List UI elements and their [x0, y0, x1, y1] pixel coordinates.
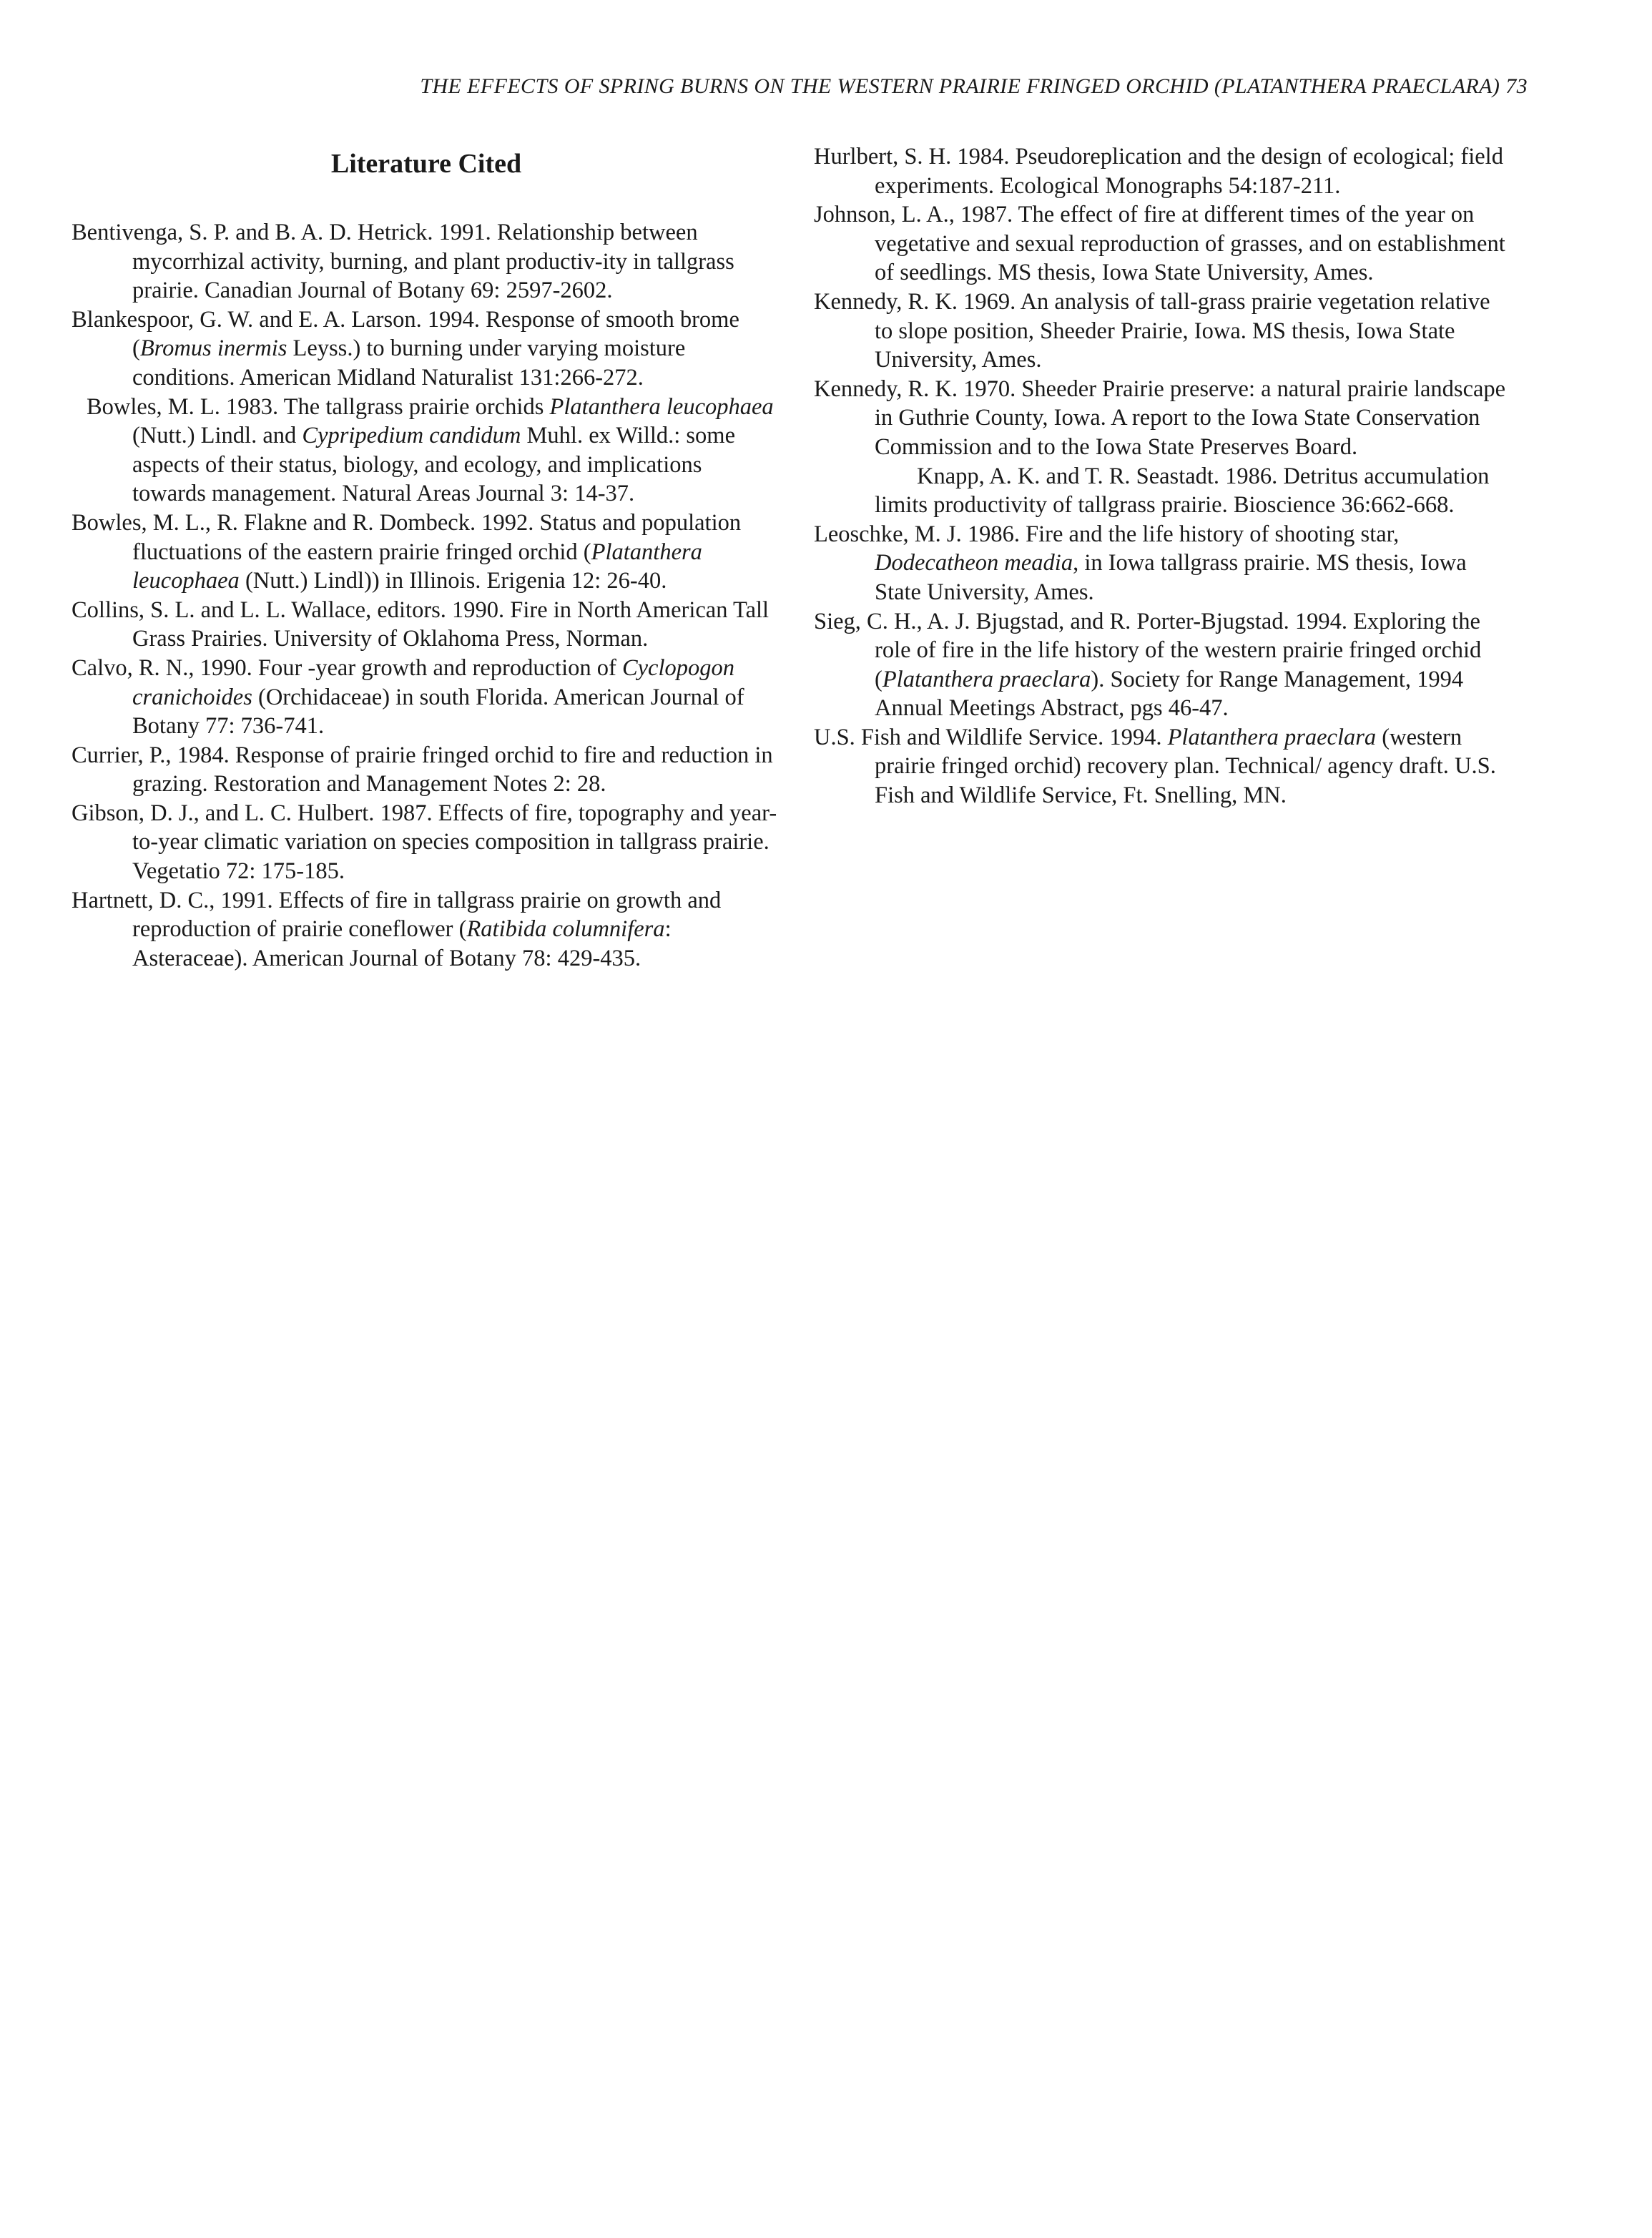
reference-bentivenga-1991: Bentivenga, S. P. and B. A. D. Hetrick. 1991. Relationship between mycorrhizal activity, burning, and plant productiv-ity in tallgrass prairie. Canadian Journal of Botany 69: 2597-2602. [72, 220, 734, 304]
reference-blankespoor-1994: Blankespoor, G. W. and E. A. Larson. 1994. Response of smooth brome (Bromus inermis Leyss.) to burning under varying moisture conditions. American Midland Naturalist 131:266-272. [72, 306, 739, 391]
reference-kennedy-1969: Kennedy, R. K. 1969. An analysis of tall-grass prairie vegetation relative to slope position, Sheeder Prairie, Iowa. MS thesis, Iowa State University, Ames. [814, 288, 1490, 373]
reference-bowles-1983: Bowles, M. L. 1983. The tallgrass prairie orchids Platanthera leucophaea (Nutt.) Lindl. and Cypripedium candidum Muhl. ex Willd.: some aspects of their status, biology, and ecology, and implications towards management. Natural Areas Journal 3: 14-37. [87, 393, 774, 507]
reference-usfws-1994: U.S. Fish and Wildlife Service. 1994. Platanthera praeclara (western prairie fringed orchid) recovery plan. Technical/ agency draft. U.S. Fish and Wildlife Service, Ft. Snelling, MN. [814, 724, 1496, 809]
reference-collins-1990: Collins, S. L. and L. L. Wallace, editors. 1990. Fire in North American Tall Grass Prairies. University of Oklahoma Press, Norman. [72, 597, 770, 652]
running-header-title: THE EFFECTS OF SPRING BURNS ON THE WESTERN PRAIRIE FRINGED ORCHID (PLATANTHERA PRAECLARA) [420, 74, 1500, 98]
right-column [814, 142, 1509, 810]
section-title: Literature Cited [330, 149, 522, 179]
running-header [265, 74, 1528, 99]
reference-hurlbert-1984: Hurlbert, S. H. 1984. Pseudoreplication and the design of ecological; field experiments. Ecological Monographs 54:187-211. [814, 144, 1503, 199]
reference-johnson-1987: Johnson, L. A., 1987. The effect of fire at different times of the year on vegetative and sexual reproduction of grasses, and on establishment of seedlings. MS thesis, Iowa State University, Ames. [814, 202, 1505, 286]
reference-leoschke-1986: Leoschke, M. J. 1986. Fire and the life history of shooting star, Dodecatheon meadia, in Iowa tallgrass prairie. MS thesis, Iowa State University, Ames. [814, 521, 1467, 605]
reference-gibson-1987: Gibson, D. J., and L. C. Hulbert. 1987. Effects of fire, topography and year-to-year climatic variation on species composition in tallgrass prairie. Vegetatio 72: 175-185. [72, 800, 777, 885]
reference-currier-1984: Currier, P., 1984. Response of prairie fringed orchid to fire and reduction in grazing. Restoration and Management Notes 2: 28. [72, 742, 773, 797]
page-number: 73 [1505, 74, 1528, 98]
reference-sieg-1994: Sieg, C. H., A. J. Bjugstad, and R. Porter-Bjugstad. 1994. Exploring the role of fire in the life history of the western prairie fringed orchid (Platanthera praeclara). Society for Range Management, 1994 Annual Meetings Abstract, pgs 46-47. [814, 608, 1482, 722]
reference-knapp-1986: Knapp, A. K. and T. R. Seastadt. 1986. Detritus accumulation limits productivity of tallgrass prairie. Bioscience 36:662-668. [875, 463, 1490, 519]
reference-hartnett-1991: Hartnett, D. C., 1991. Effects of fire in tallgrass prairie on growth and reproduction of prairie coneflower (Ratibida columnifera: Asteraceae). American Journal of Botany 78: 429-435. [72, 887, 722, 971]
reference-bowles-1992: Bowles, M. L., R. Flakne and R. Dombeck. 1992. Status and population fluctuations of the eastern prairie fringed orchid (Platanthera leucophaea (Nutt.) Lindl)) in Illinois. Erigenia 12: 26-40. [72, 509, 742, 594]
reference-kennedy-1970: Kennedy, R. K. 1970. Sheeder Prairie preserve: a natural prairie landscape in Guthrie County, Iowa. A report to the Iowa State Conservation Commission and to the Iowa State Preserves Board. [814, 376, 1506, 460]
left-column [72, 147, 781, 973]
reference-calvo-1990: Calvo, R. N., 1990. Four -year growth and reproduction of Cyclopogon cranichoides (Orchidaceae) in south Florida. American Journal of Botany 77: 736-741. [72, 654, 744, 740]
